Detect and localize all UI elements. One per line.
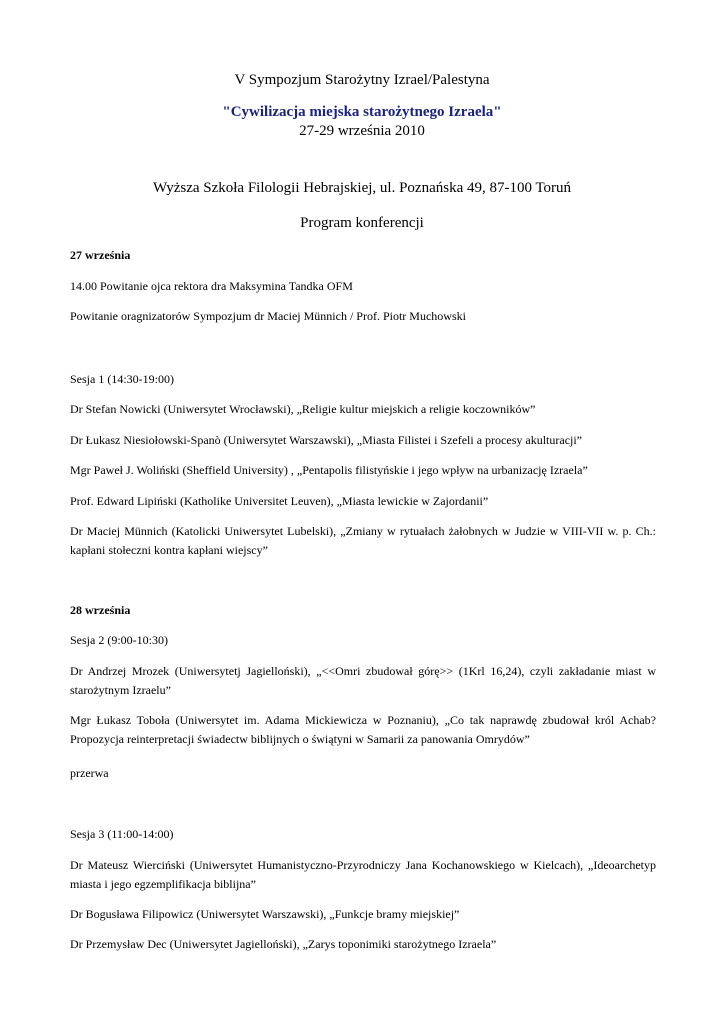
program-title: Program konferencji <box>300 215 424 231</box>
break-label: przerwa <box>70 766 109 780</box>
session1-talk: Mgr Paweł J. Woliński (Sheffield University) , „Pentapolis filistyńskie i jego wpływ na urbanizację Izraela” <box>70 463 588 477</box>
session3-title: Sesja 3 (11:00-14:00) <box>70 827 174 841</box>
session2-talk: Mgr Łukasz Toboła (Uniwersytet im. Adama Mickiewicza w Poznaniu), „Co tak naprawdę zbudował król Achab? Propozycja reinterpretacji świadectw biblijnych o świątyni w Samarii za panowania Omrydów” <box>70 713 656 746</box>
session2-talk: Dr Andrzej Mrozek (Uniwersytetj Jagielloński), „<<Omri zbudował górę>> (1Krl 16,24), czyli zakładanie miast w starożytnym Izraelu” <box>70 664 656 697</box>
symposium-theme: "Cywilizacja miejska starożytnego Izraela" <box>222 104 502 120</box>
session1-talk: Dr Maciej Münnich (Katolicki Uniwersytet Lubelski), „Zmiany w rytuałach żałobnych w Judzie w VIII-VII w. p. Ch.: kapłani stołeczni kontra kapłani wiejscy” <box>70 524 656 557</box>
session1-title: Sesja 1 (14:30-19:00) <box>70 372 174 386</box>
venue-address: Wyższa Szkoła Filologii Hebrajskiej, ul. Poznańska 49, 87-100 Toruń <box>152 180 572 196</box>
session3-talk: Dr Mateusz Wierciński (Uniwersytet Humanistyczno-Przyrodniczy Jana Kochanowskiego w Kielcach), „Ideoarchetyp miasta i jego egzemplifikacja biblijna” <box>70 858 656 891</box>
session1-talk: Dr Stefan Nowicki (Uniwersytet Wrocławski), „Religie kultur miejskich a religie koczowników” <box>70 402 536 416</box>
session3-talk: Dr Bogusława Filipowicz (Uniwersytet Warszawski), „Funkcje bramy miejskiej” <box>70 907 460 921</box>
session1-talk: Prof. Edward Lipiński (Katholike Universitet Leuven), „Miasta lewickie w Zajordanii” <box>70 494 489 508</box>
day1-date: 27 września <box>70 248 131 262</box>
session1-talk: Dr Łukasz Niesiołowski-Spanò (Uniwersytet Warszawski), „Miasta Filistei i Szefeli a procesy akulturacji” <box>70 433 583 447</box>
symposium-dates: 27-29 września 2010 <box>299 123 425 139</box>
opening-line: 14.00 Powitanie ojca rektora dra Maksymina Tandka OFM <box>70 279 353 293</box>
session2-title: Sesja 2 (9:00-10:30) <box>70 633 168 647</box>
welcome-line: Powitanie oragnizatorów Sympozjum dr Maciej Münnich / Prof. Piotr Muchowski <box>70 309 466 323</box>
day2-date: 28 września <box>70 603 131 617</box>
symposium-title: V Sympozjum Starożytny Izrael/Palestyna <box>234 72 490 88</box>
session3-talk: Dr Przemysław Dec (Uniwersytet Jagielloński), „Zarys toponimiki starożytnego Izraela” <box>70 937 497 951</box>
